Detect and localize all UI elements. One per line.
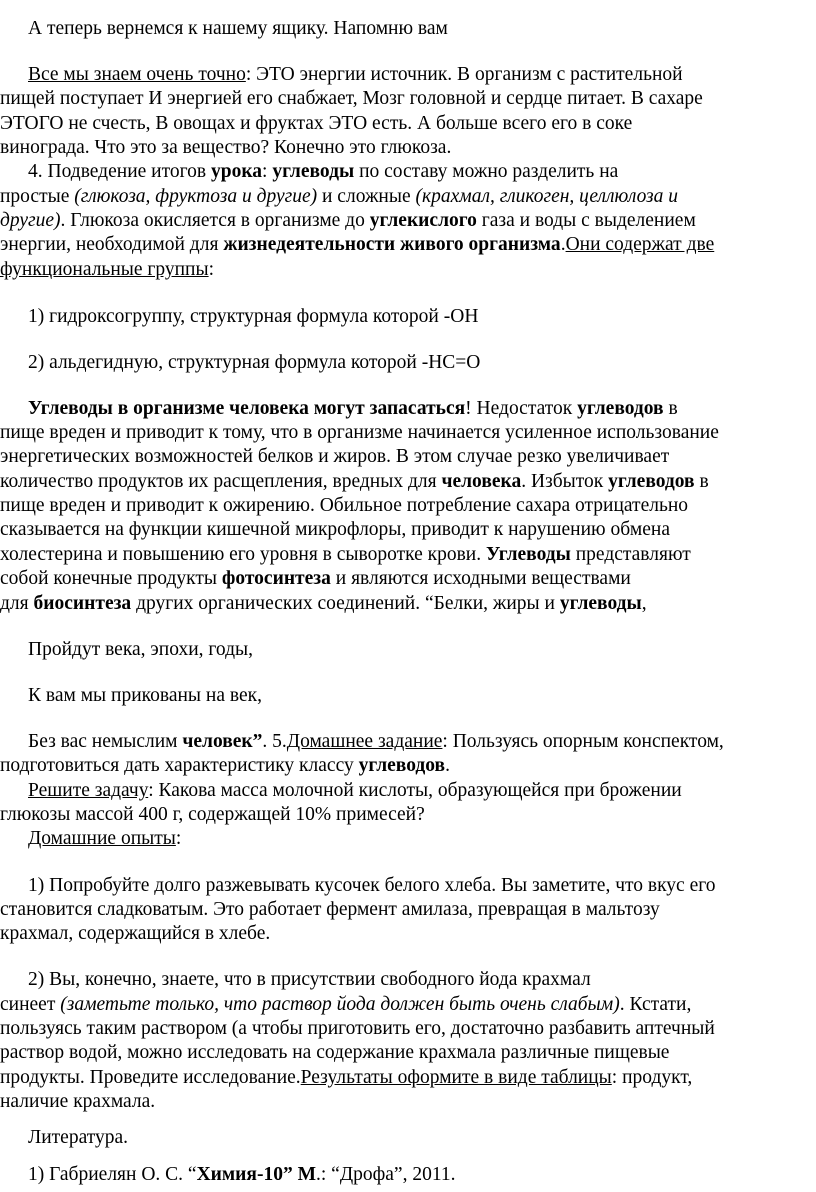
- carbs-line: сказывается на функции кишечной микрофлоры, приводит к нарушению обмена: [0, 519, 671, 540]
- summary-line: другие). Глюкоза окисляется в организме до углекислого газа и воды с выделением: [0, 210, 696, 231]
- task-line: глюкозы массой 400 г, содержащей 10% примесей?: [0, 804, 425, 825]
- poem-line: Все мы знаем очень точно: ЭТО энергии источник. В организм с растительной: [28, 64, 683, 85]
- literature-item: 1) Габриелян О. С. “Химия-10” М.: “Дрофа”, 2011.: [28, 1164, 456, 1185]
- verse-line: Пройдут века, эпохи, годы,: [28, 639, 254, 660]
- experiment-line: 1) Попробуйте долго разжевывать кусочек белого хлеба. Вы заметите, что вкус его: [28, 875, 716, 896]
- group-item: 1) гидроксогруппу, структурная формула которой -ОН: [28, 306, 479, 327]
- carbs-line: собой конечные продукты фотосинтеза и являются исходными веществами: [0, 568, 631, 589]
- group-item: 2) альдегидную, структурная формула которой -НС=О: [28, 352, 481, 373]
- intro-paragraph: А теперь вернемся к нашему ящику. Напомню вам: [28, 18, 448, 39]
- task-line: Решите задачу: Какова масса молочной кислоты, образующейся при брожении: [28, 780, 682, 801]
- carbs-line: Углеводы в организме человека могут запасаться! Недостаток углеводов в: [28, 398, 678, 419]
- verse-line: Без вас немыслим человек”. 5.Домашнее задание: Пользуясь опорным конспектом,: [28, 731, 724, 752]
- carbs-line: пище вреден и приводит к ожирению. Обильное потребление сахара отрицательно: [0, 495, 689, 516]
- poem-line: ЭТОГО не счесть, В овощах и фруктах ЭТО есть. А больше всего его в соке: [0, 113, 633, 134]
- literature-title: Литература.: [28, 1127, 129, 1148]
- experiment-line: наличие крахмала.: [0, 1091, 156, 1112]
- summary-line: простые (глюкоза, фруктоза и другие) и сложные (крахмал, гликоген, целлюлоза и: [0, 186, 679, 207]
- verse-line: К вам мы прикованы на век,: [28, 685, 262, 706]
- experiment-line: пользуясь таким раствором (а чтобы приготовить его, достаточно разбавить аптечный: [0, 1018, 715, 1039]
- carbs-line: пище вреден и приводит к тому, что в организме начинается усиленное использование: [0, 422, 719, 443]
- summary-line: энергии, необходимой для жизнедеятельности живого организма.Они содержат две: [0, 234, 715, 255]
- experiment-line: раствор водой, можно исследовать на содержание крахмала различные пищевые: [0, 1042, 670, 1063]
- summary-line: функциональные группы:: [0, 259, 215, 280]
- experiments-heading: Домашние опыты:: [28, 828, 182, 849]
- experiment-line: крахмал, содержащийся в хлебе.: [0, 923, 271, 944]
- experiment-line: 2) Вы, конечно, знаете, что в присутствии свободного йода крахмал: [28, 969, 591, 990]
- experiment-line: продукты. Проведите исследование.Результаты оформите в виде таблицы: продукт,: [0, 1067, 693, 1088]
- homework-line: подготовиться дать характеристику классу углеводов.: [0, 755, 450, 776]
- experiment-line: синеет (заметьте только, что раствор йода должен быть очень слабым). Кстати,: [0, 994, 692, 1015]
- carbs-line: энергетических возможностей белков и жиров. В этом случае резко увеличивает: [0, 446, 670, 467]
- poem-line: винограда. Что это за вещество? Конечно это глюкоза.: [0, 137, 452, 158]
- poem-line: пищей поступает И энергией его снабжает, Мозг головной и сердце питает. В сахаре: [0, 88, 703, 109]
- summary-line: 4. Подведение итогов урока: углеводы по составу можно разделить на: [28, 161, 619, 182]
- experiment-line: становится сладковатым. Это работает фермент амилаза, превращая в мальтозу: [0, 899, 660, 920]
- carbs-line: для биосинтеза других органических соединений. “Белки, жиры и углеводы,: [0, 593, 647, 614]
- carbs-line: количество продуктов их расщепления, вредных для человека. Избыток углеводов в: [0, 471, 709, 492]
- carbs-line: холестерина и повышению его уровня в сыворотке крови. Углеводы представляют: [0, 544, 691, 565]
